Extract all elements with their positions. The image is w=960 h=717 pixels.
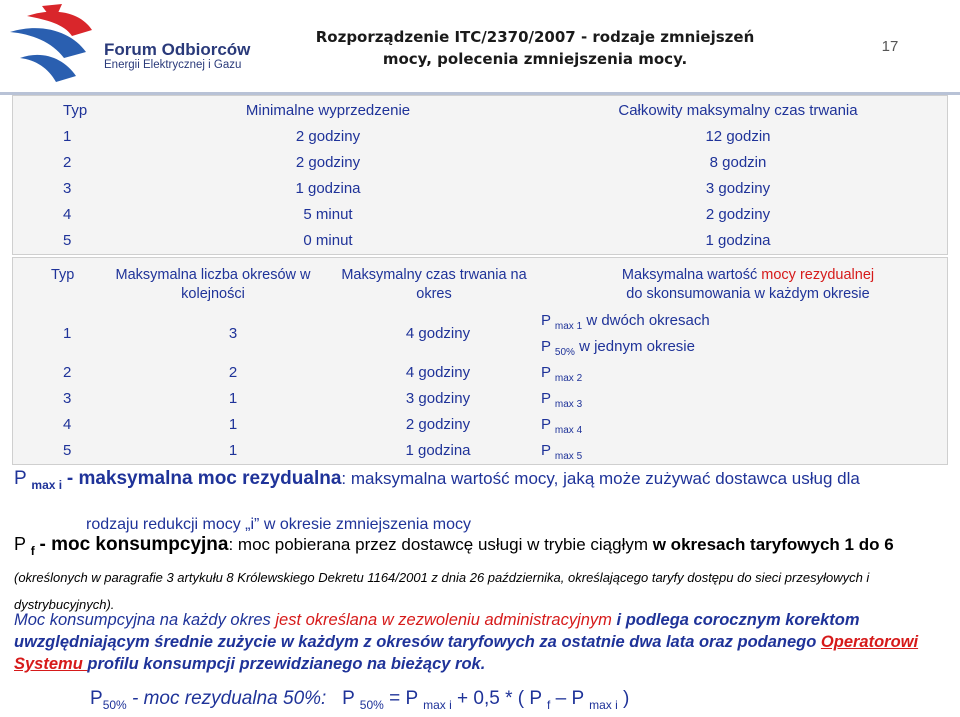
reduction-types-table <box>12 95 948 255</box>
cell-duration: 1 godzina <box>705 232 771 249</box>
cell-residual: P $_{max 3}$ <box>541 390 583 410</box>
pmax-definition: P $_{max i}$ - maksymalna moc rezydualna: maksymalna wartość mocy, jaką może zużywać dostawca usług dla <box>14 468 860 492</box>
cell-duration: 4 godziny <box>405 364 471 381</box>
table-row <box>13 412 949 438</box>
cell-typ: 1 <box>63 128 72 145</box>
pmax-definition-continued: rodzaju redukcji mocy „i” w okresie zmniejszenia mocy <box>86 516 472 533</box>
cell-notice: 5 minut <box>303 206 353 223</box>
header-typ: Typ <box>51 267 75 283</box>
cell-duration: 2 godziny <box>405 416 471 433</box>
table-row <box>13 176 949 202</box>
cell-notice: 1 godzina <box>295 180 361 197</box>
logo-title: Forum Odbiorców <box>104 40 251 59</box>
cell-typ: 4 <box>63 416 72 433</box>
header-highlight: mocy rezydualnej <box>761 267 875 283</box>
definitions-section <box>0 465 960 716</box>
cell-duration: 12 godzin <box>705 128 771 145</box>
cell-typ: 4 <box>63 206 72 223</box>
header-max-periods: Maksymalna liczba okresów w kolejności <box>115 267 311 302</box>
page-title-line-1: Rozporządzenie ITC/2370/2007 - rodzaje zmniejszeń <box>315 28 755 46</box>
cell-typ: 2 <box>63 154 72 171</box>
cell-periods: 3 <box>228 325 238 342</box>
pf-annual-note: Moc konsumpcyjna na każdy okres jest określana w zezwoleniu administracyjnym i podlega corocznym korektom uwzględniającym średnie zużycie w każdym z okresów taryfowych za ostatnie dwa lata oraz podanego Operatorowi Systemu profilu konsumpcji przewidzianego na bieżący rok. <box>14 611 919 673</box>
cell-residual: P $_{50\%}$ w jednym okresie <box>541 338 695 358</box>
cell-typ: 3 <box>63 390 72 407</box>
header-min-notice: Minimalne wyprzedzenie <box>245 102 411 119</box>
p50-formula: $P_{50\%}$ - moc rezydualna 50%: P $_{50\%}$ = P $_{max i}$ + 0,5 * ( P $_f$ – P $_{max i}$ ) <box>90 688 630 712</box>
table-row <box>13 124 949 150</box>
table-row <box>13 334 949 360</box>
cell-residual: P $_{max 2}$ <box>541 364 583 384</box>
cell-residual: P $_{max 4}$ <box>541 416 583 436</box>
pf-definition: P $_f$ - moc konsumpcyjna: moc pobierana przez dostawcę usługi w trybie ciągłym w okresach taryfowych 1 do 6 (określonych w paragrafie 3 artykułu 8 Królewskiego Dekretu 1164/2001 z dnia 26 października, określającego taryfy dostępu do sieci przesyłowych i dystrybucyjnych). <box>14 534 894 612</box>
cell-duration: 4 godziny <box>405 325 471 342</box>
cell-notice: 2 godziny <box>295 154 361 171</box>
cell-duration: 8 godzin <box>709 154 767 171</box>
header-typ: Typ <box>63 102 88 119</box>
logo-subtitle: Energii Elektrycznej i Gazu <box>104 59 242 71</box>
table-row <box>13 438 949 464</box>
table-header-row <box>13 98 949 124</box>
cell-periods: 2 <box>228 364 238 381</box>
cell-notice: 2 godziny <box>295 128 361 145</box>
cell-residual: P $_{max 1}$ w dwóch okresach <box>541 312 710 332</box>
table-row <box>13 308 949 342</box>
slide-header <box>0 0 960 92</box>
header-text: do skonsumowania w każdym okresie <box>626 286 870 302</box>
cell-typ: 3 <box>63 180 72 197</box>
cell-periods: 1 <box>228 442 238 459</box>
header-max-residual-value <box>573 266 923 304</box>
cell-typ: 1 <box>63 325 72 342</box>
table-row <box>13 360 949 386</box>
table-row <box>13 228 949 254</box>
cell-duration: 3 godziny <box>405 390 471 407</box>
header-text: Maksymalna wartość <box>621 267 762 283</box>
cell-periods: 1 <box>228 390 238 407</box>
cell-residual: P $_{max 5}$ <box>541 442 583 462</box>
table-row <box>13 202 949 228</box>
cell-duration: 1 godzina <box>405 442 471 459</box>
table-row <box>13 150 949 176</box>
cell-typ: 5 <box>63 232 72 249</box>
residual-power-table <box>12 257 948 465</box>
page-title-line-2: mocy, polecenia zmniejszenia mocy. <box>382 50 688 68</box>
table-row <box>13 386 949 412</box>
cell-duration: 2 godziny <box>705 206 771 223</box>
page-title <box>300 26 770 70</box>
header-max-duration: Całkowity maksymalny czas trwania <box>618 102 858 119</box>
header-max-duration-per-period: Maksymalny czas trwania na okres <box>341 267 527 302</box>
cell-typ: 2 <box>63 364 72 381</box>
cell-periods: 1 <box>228 416 238 433</box>
page-number: 17 <box>881 38 899 55</box>
cell-duration: 3 godziny <box>705 180 771 197</box>
cell-typ: 5 <box>63 442 72 459</box>
cell-notice: 0 minut <box>303 232 353 249</box>
